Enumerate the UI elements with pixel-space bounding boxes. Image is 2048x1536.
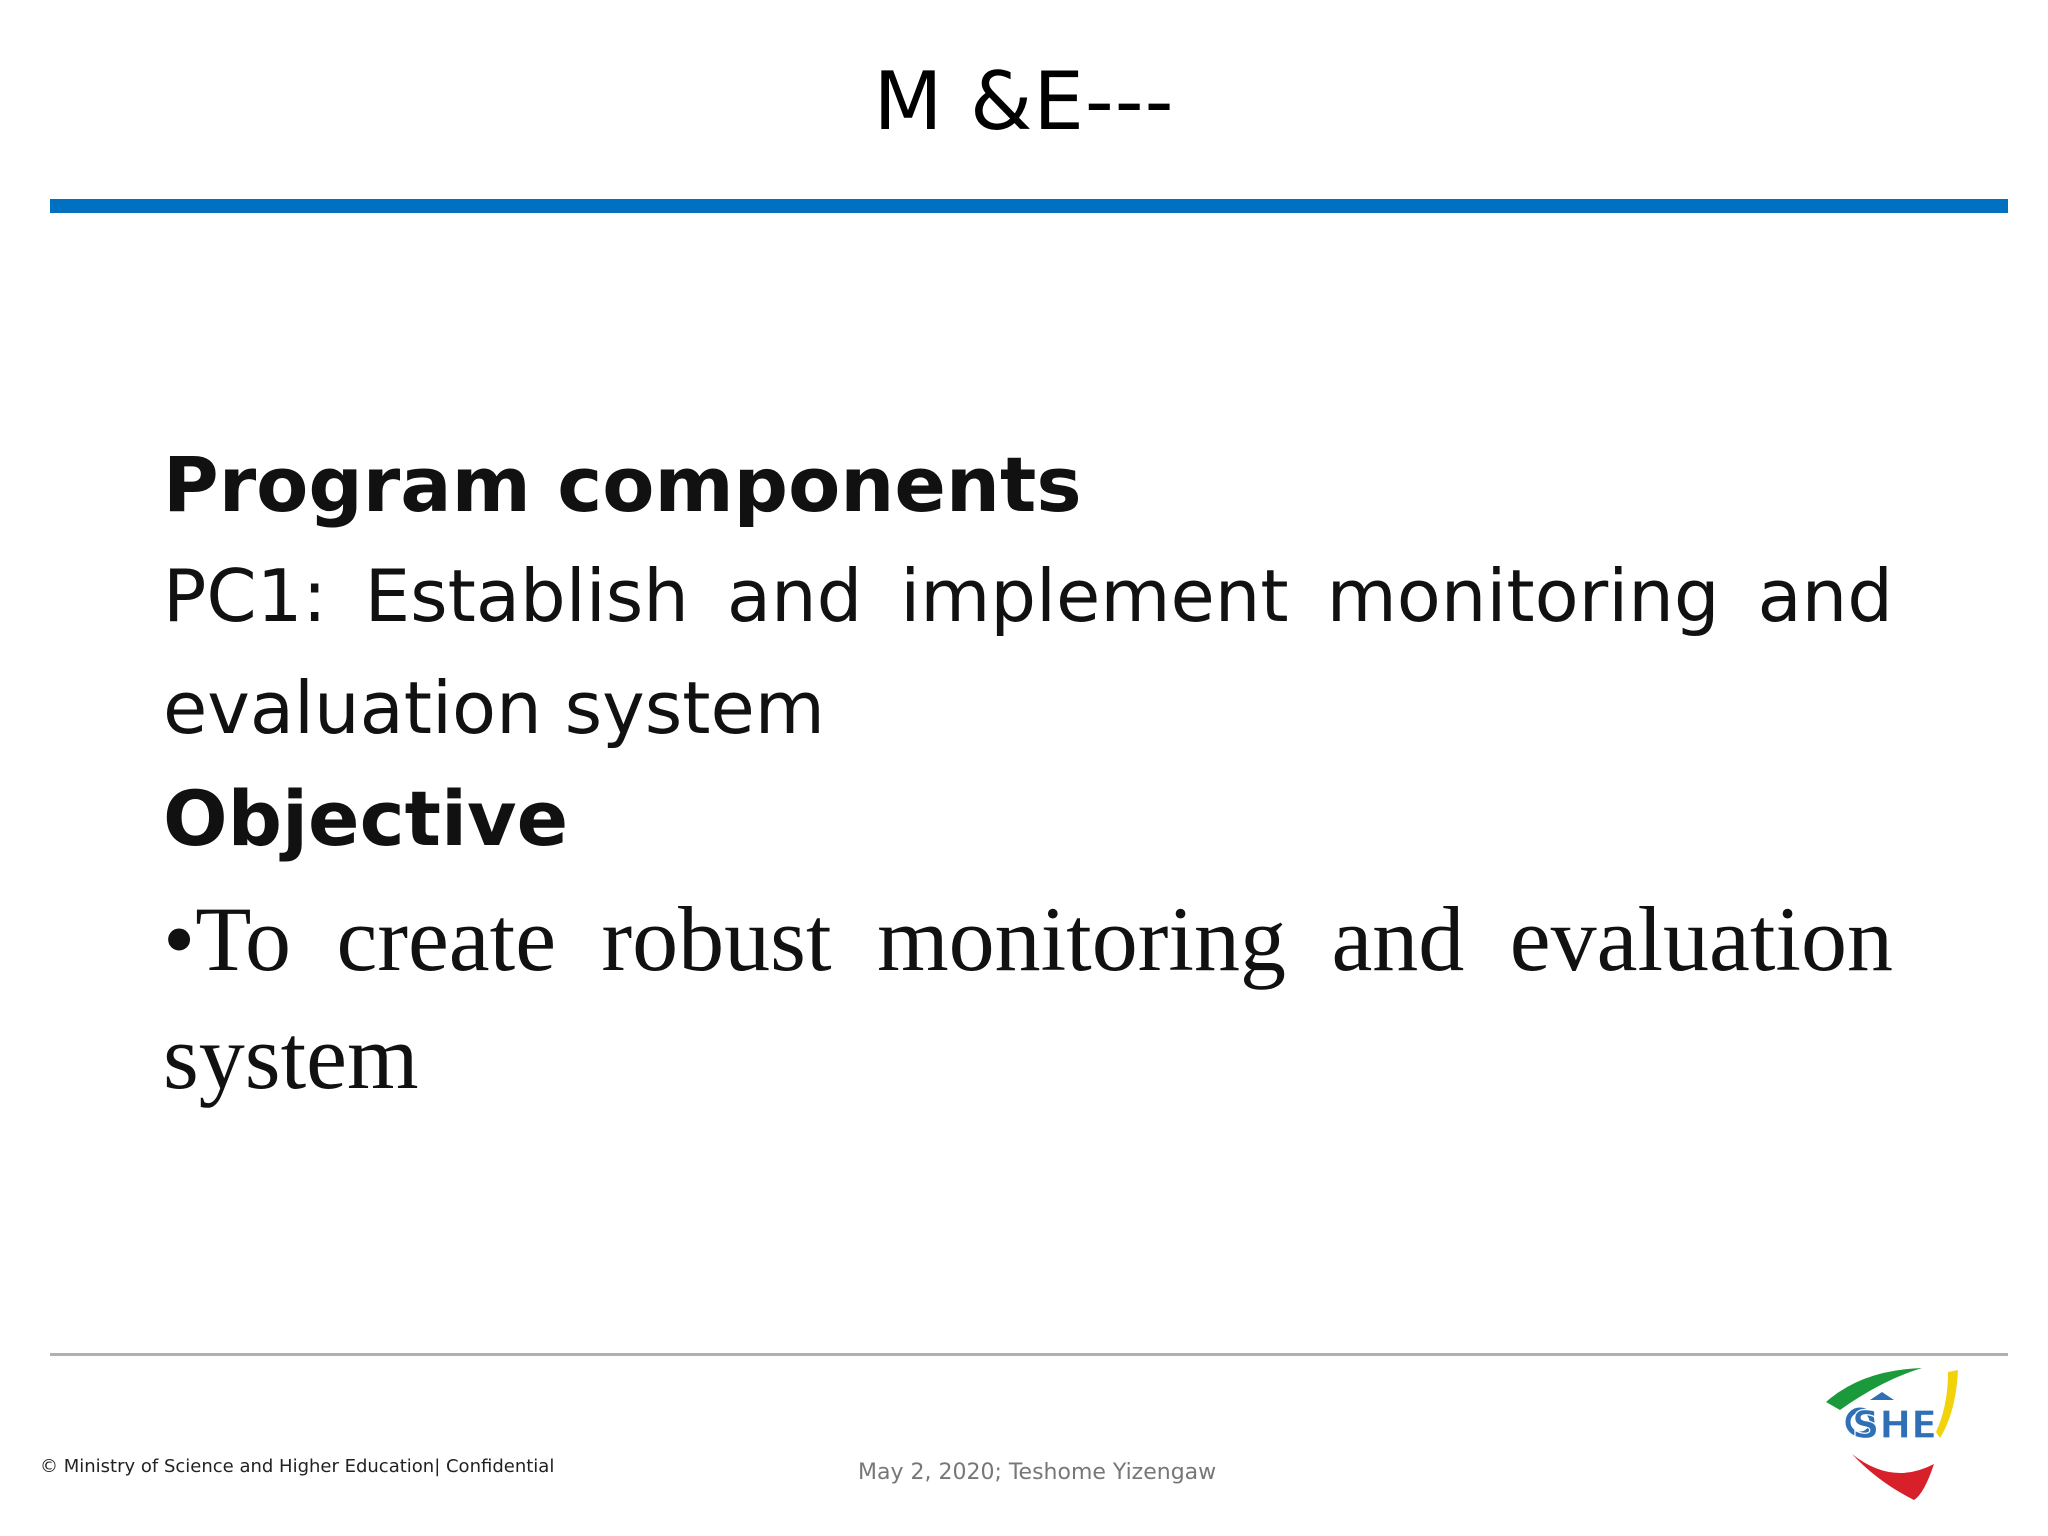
footer-date-author: May 2, 2020; Teshome Yizengaw	[858, 1460, 1217, 1485]
title-divider	[50, 199, 2008, 213]
ministry-logo	[1822, 1362, 1968, 1502]
logo-text: SHE	[1852, 1403, 1938, 1447]
slide-content	[163, 430, 1893, 1116]
footer-copyright: © Ministry of Science and Higher Education| Confidential	[40, 1456, 555, 1477]
slide-title: M &E---	[873, 55, 1175, 148]
pc1-text: PC1: Establish and implement monitoring and evaluation system	[163, 554, 1893, 750]
objective-bullet: •To create robust monitoring and evaluation system	[163, 888, 1893, 1108]
footer-divider	[50, 1353, 2008, 1356]
program-components-heading: Program components	[163, 440, 1082, 529]
objective-heading: Objective	[163, 774, 569, 863]
